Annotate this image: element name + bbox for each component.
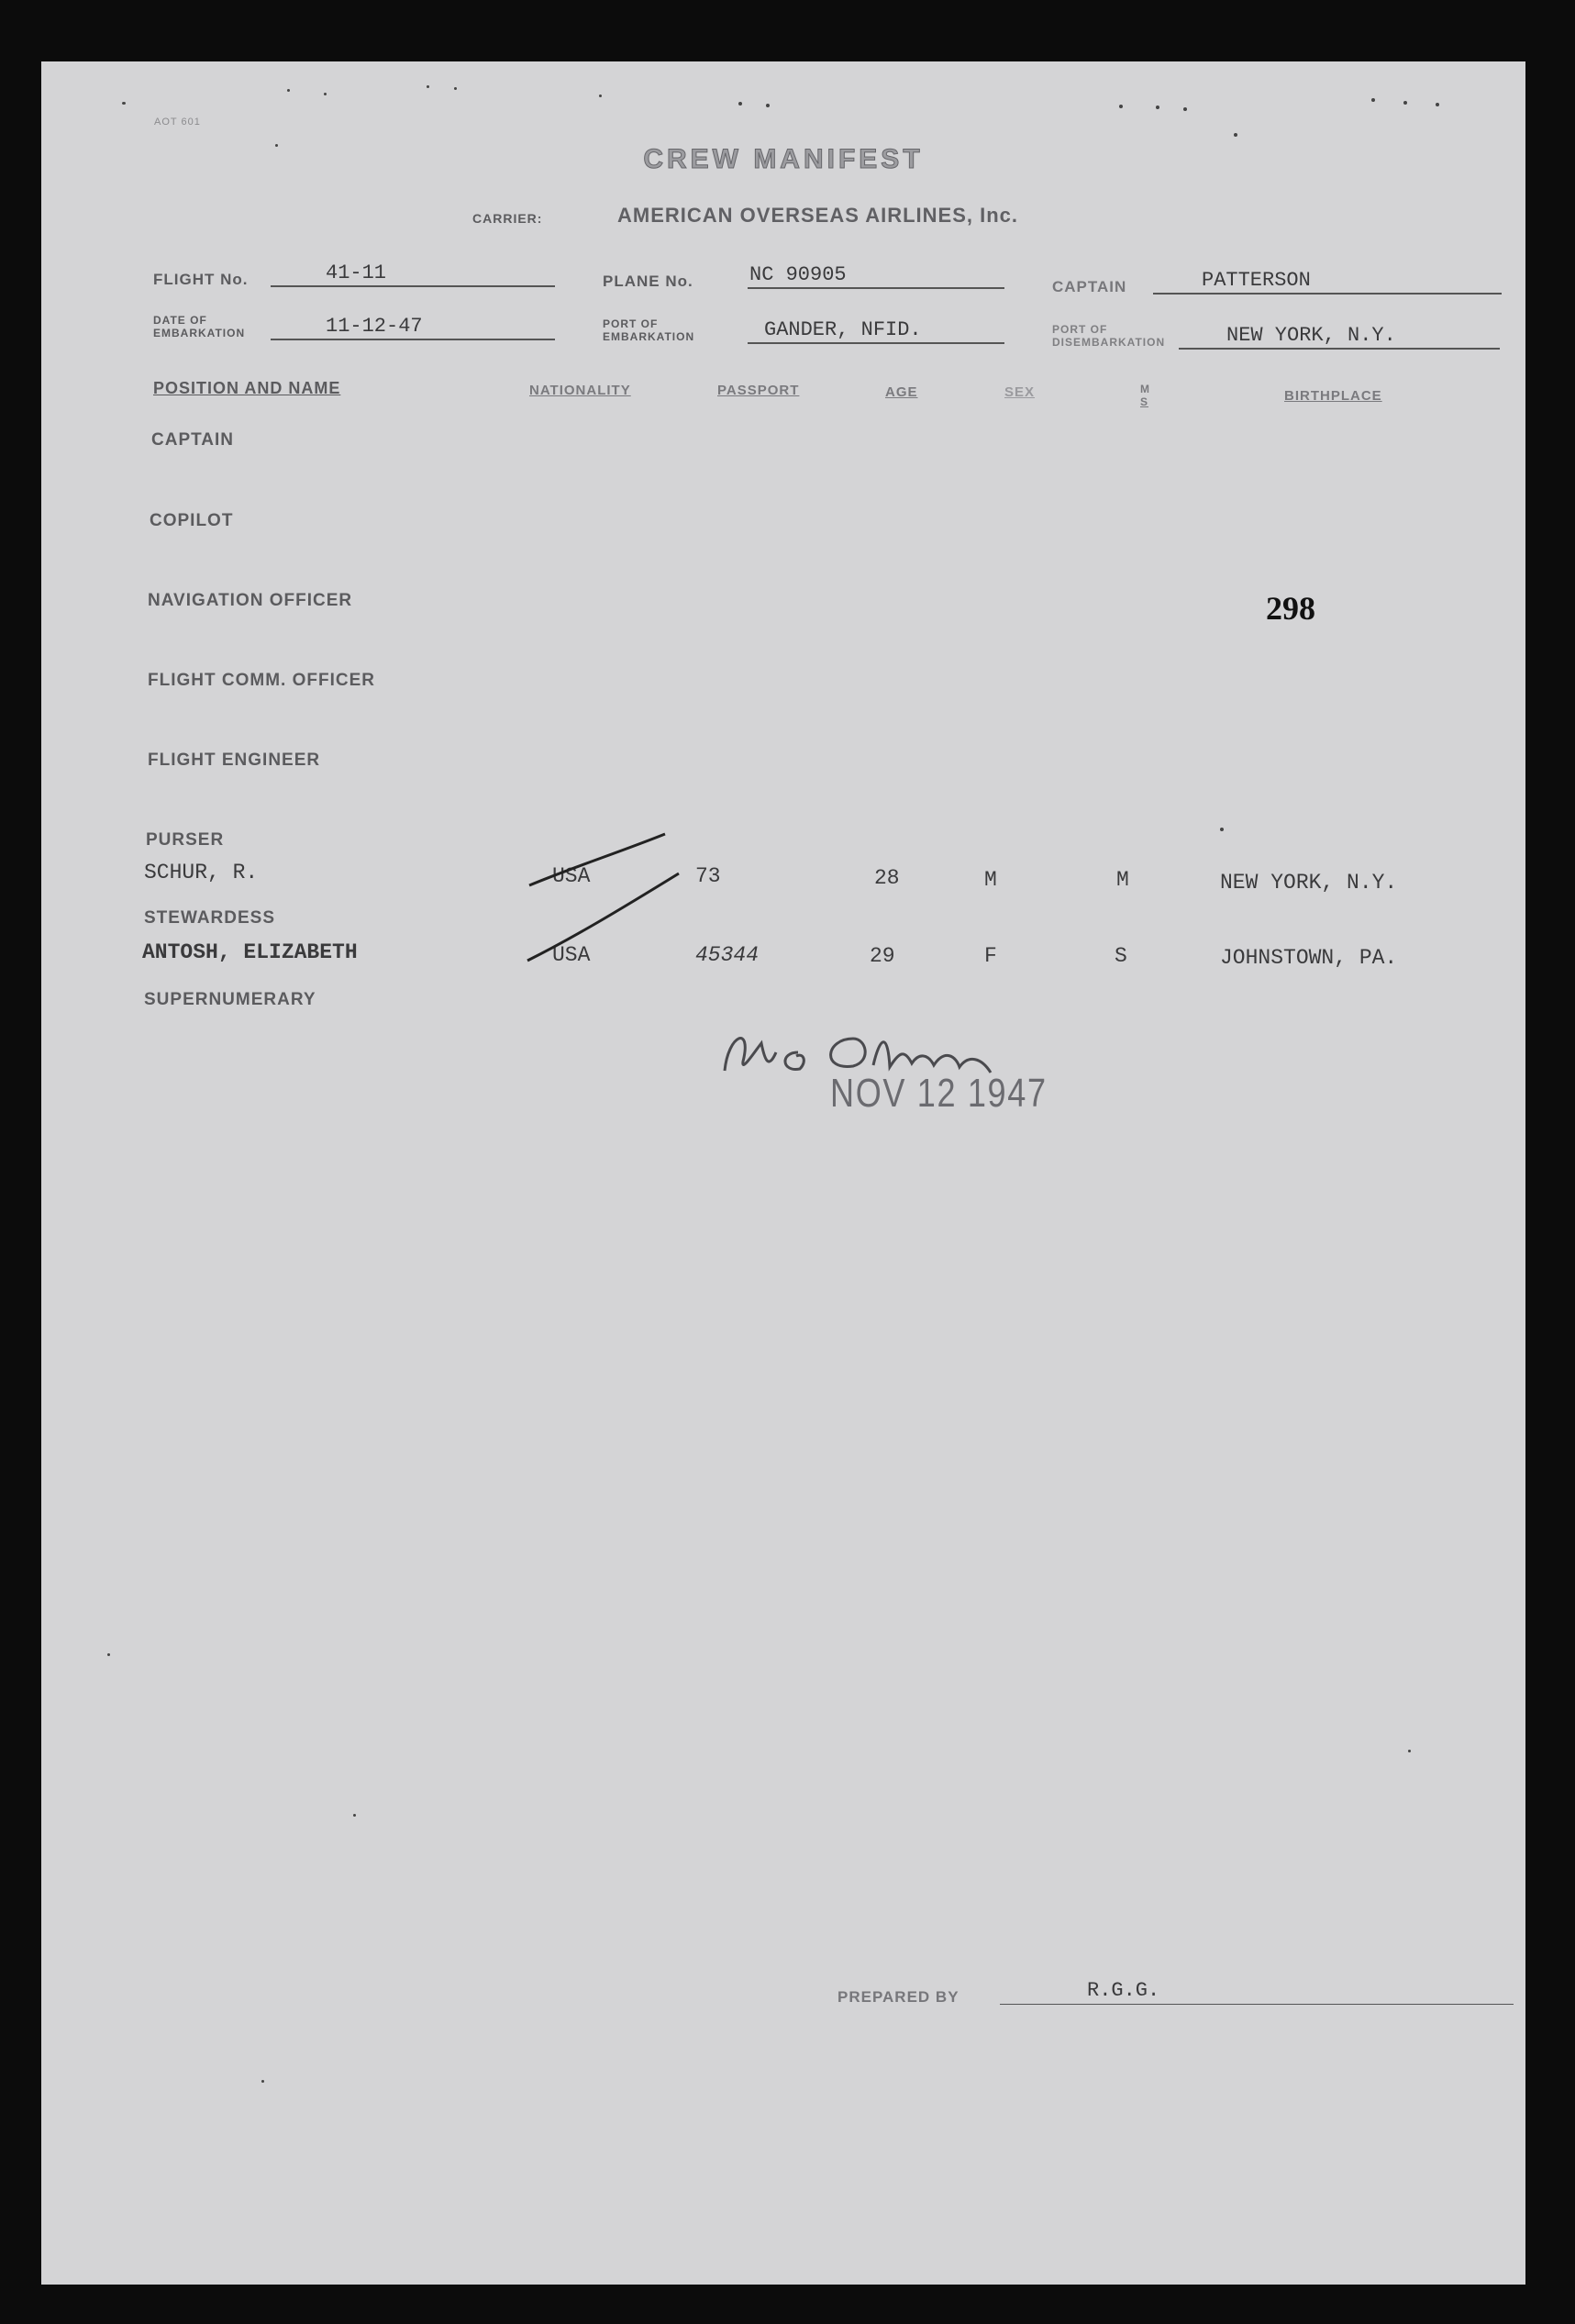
role-comm: FLIGHT COMM. OFFICER [148, 671, 375, 690]
crew-name: ANTOSH, ELIZABETH [142, 940, 358, 964]
prepared-by-value: R.G.G. [1087, 1979, 1160, 2002]
speck [427, 85, 429, 88]
role-copilot: COPILOT [150, 511, 234, 530]
role-captain: CAPTAIN [151, 430, 235, 450]
speck [599, 95, 602, 97]
speck [287, 89, 290, 92]
date-value: 11-12-47 [326, 315, 423, 338]
speck [738, 102, 742, 106]
plane-label: PLANE No. [603, 272, 693, 290]
speck [1371, 98, 1375, 102]
port-dis-label-1: PORT OF [1052, 323, 1108, 336]
speck [1436, 103, 1439, 106]
date-stamp: NOV 12 1947 [830, 1071, 1048, 1116]
crew-birthplace: JOHNSTOWN, PA. [1220, 946, 1398, 970]
carrier-value: AMERICAN OVERSEAS AIRLINES, Inc. [617, 204, 1019, 227]
role-supernumerary: SUPERNUMERARY [144, 990, 316, 1009]
speck [122, 102, 126, 105]
captain-value: PATTERSON [1202, 269, 1311, 292]
crew-passport: 73 [695, 864, 721, 888]
col-passport: PASSPORT [717, 383, 800, 398]
check-marks [518, 832, 720, 1052]
crew-sex: F [984, 944, 997, 968]
port-emb-label-1: PORT OF [603, 317, 659, 330]
date-label-2: EMBARKATION [153, 327, 246, 339]
speck [324, 93, 327, 95]
speck [1119, 105, 1123, 108]
date-label-1: DATE OF [153, 314, 207, 327]
crew-name: SCHUR, R. [144, 861, 259, 884]
captain-line [1153, 293, 1502, 295]
speck [1403, 101, 1407, 105]
manifest-sheet [41, 61, 1525, 2285]
port-dis-value: NEW YORK, N.Y. [1226, 324, 1396, 347]
port-emb-label-2: EMBARKATION [603, 330, 695, 343]
prepared-by-line [1000, 2004, 1514, 2005]
plane-value: NC 90905 [749, 263, 847, 286]
crew-sex: M [984, 868, 997, 892]
plane-line [748, 287, 1004, 289]
carrier-label: CARRIER: [472, 211, 543, 226]
speck [1234, 133, 1237, 137]
col-position-name: POSITION AND NAME [153, 379, 341, 397]
crew-nationality: USA [552, 864, 591, 888]
col-birthplace: BIRTHPLACE [1284, 388, 1382, 404]
document-number: 298 [1266, 590, 1315, 627]
port-dis-line [1179, 348, 1500, 350]
flight-line [271, 285, 555, 287]
captain-label: CAPTAIN [1052, 278, 1127, 295]
check-mark [527, 873, 679, 961]
speck [107, 1653, 110, 1656]
check-mark [529, 834, 665, 885]
col-sex: SEX [1004, 384, 1036, 400]
speck [766, 104, 770, 107]
port-dis-label-2: DISEMBARKATION [1052, 336, 1166, 349]
role-purser: PURSER [146, 830, 225, 850]
speck [1183, 107, 1187, 111]
prepared-by-label: PREPARED BY [837, 1988, 959, 2006]
role-navigation: NAVIGATION OFFICER [148, 591, 353, 610]
col-marital-m: M [1140, 383, 1150, 395]
crew-age: 29 [870, 944, 895, 968]
port-emb-line [748, 342, 1004, 344]
flight-label: FLIGHT No. [153, 271, 249, 288]
form-code: AOT 601 [154, 117, 201, 128]
crew-marital: S [1115, 944, 1127, 968]
document-title: CREW MANIFEST [643, 144, 924, 174]
speck [353, 1814, 356, 1817]
col-age: AGE [885, 384, 918, 400]
crew-birthplace: NEW YORK, N.Y. [1220, 871, 1398, 895]
crew-nationality: USA [552, 943, 591, 967]
col-nationality: NATIONALITY [529, 383, 631, 398]
role-engineer: FLIGHT ENGINEER [148, 751, 321, 770]
date-line [271, 339, 555, 340]
col-marital-s: S [1140, 395, 1149, 408]
flight-value: 41-11 [326, 261, 387, 284]
crew-passport: 45344 [695, 943, 760, 967]
speck [261, 2080, 264, 2083]
speck [454, 87, 457, 90]
role-stewardess: STEWARDESS [144, 908, 276, 928]
crew-age: 28 [874, 866, 900, 890]
crew-marital: M [1116, 868, 1129, 892]
speck [1156, 106, 1159, 109]
speck [1408, 1750, 1411, 1752]
speck [1220, 828, 1224, 831]
port-emb-value: GANDER, NFID. [764, 318, 922, 341]
